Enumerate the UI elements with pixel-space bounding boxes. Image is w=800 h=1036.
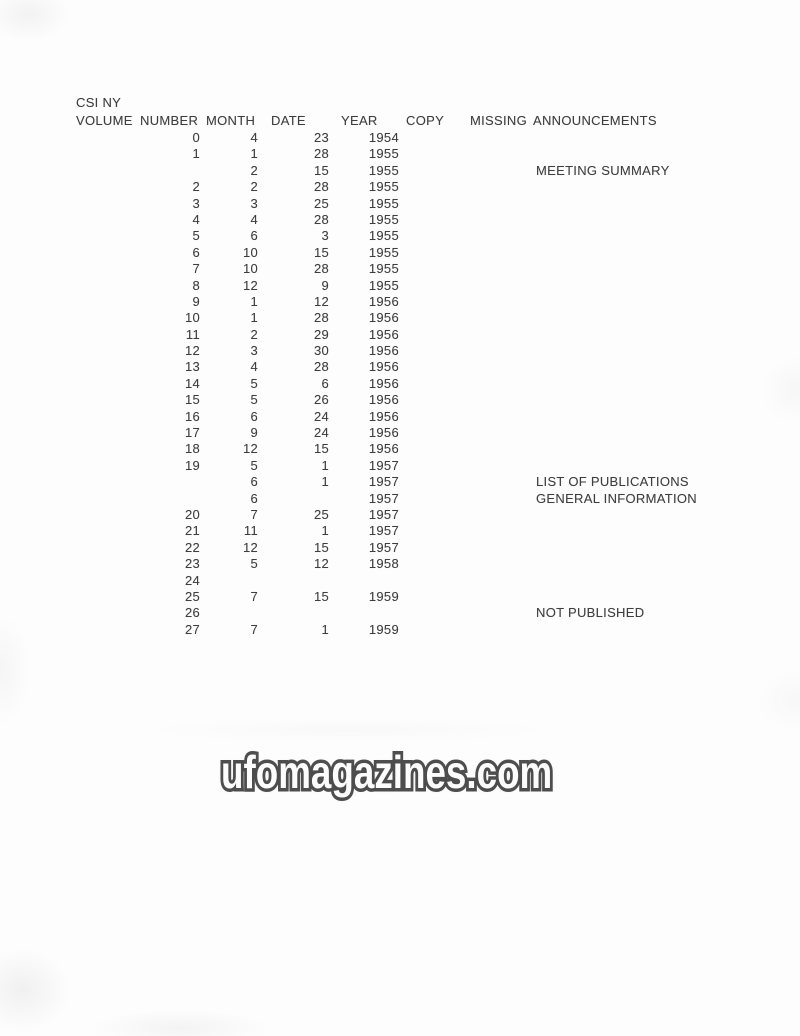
cell-number: 23 — [184, 556, 200, 572]
cell-date: 1 — [321, 457, 329, 473]
cell-number: 7 — [192, 261, 200, 277]
cell-date: 12 — [313, 556, 329, 572]
cell-year: 1955 — [368, 261, 399, 277]
cell-number: 9 — [192, 293, 200, 309]
table-row — [75, 343, 800, 359]
column-header-volume: VOLUME — [76, 113, 133, 128]
cell-announcement: GENERAL INFORMATION — [536, 490, 697, 506]
cell-month: 4 — [250, 359, 258, 375]
cell-date: 15 — [313, 588, 329, 604]
cell-year: 1955 — [368, 162, 399, 178]
cell-month: 10 — [242, 244, 258, 260]
table-row — [75, 605, 800, 621]
cell-date: 3 — [321, 228, 329, 244]
cell-month: 3 — [250, 195, 258, 211]
column-header-announcements: ANNOUNCEMENTS — [533, 113, 657, 128]
table-row — [75, 146, 800, 162]
table-row — [75, 622, 800, 638]
cell-date: 24 — [313, 425, 329, 441]
cell-number: 14 — [184, 375, 200, 391]
cell-number: 2 — [192, 179, 200, 195]
cell-year: 1957 — [368, 539, 399, 555]
column-header-number: NUMBER — [140, 113, 199, 128]
column-header-missing: MISSING — [470, 113, 527, 128]
cell-date: 1 — [321, 474, 329, 490]
cell-number: 3 — [192, 195, 200, 211]
table-row — [75, 474, 800, 490]
cell-date: 25 — [313, 195, 329, 211]
cell-date: 28 — [313, 310, 329, 326]
cell-number: 11 — [185, 326, 200, 342]
cell-announcement: LIST OF PUBLICATIONS — [536, 474, 689, 490]
cell-number: 17 — [184, 425, 200, 441]
cell-date: 1 — [321, 621, 329, 637]
cell-number: 20 — [184, 506, 200, 522]
table-row — [75, 441, 800, 457]
cell-year: 1957 — [368, 474, 399, 490]
table-row — [75, 179, 800, 195]
cell-month: 5 — [250, 556, 258, 572]
cell-date: 28 — [313, 359, 329, 375]
cell-year: 1955 — [368, 146, 399, 162]
cell-year: 1956 — [368, 392, 399, 408]
cell-number: 6 — [192, 244, 200, 260]
cell-number: 22 — [184, 539, 200, 555]
cell-year: 1957 — [368, 506, 399, 522]
cell-year: 1959 — [368, 621, 399, 637]
table-row — [75, 392, 800, 408]
cell-month: 3 — [250, 343, 258, 359]
cell-year: 1955 — [368, 228, 399, 244]
watermark: ufomagazines.com — [221, 746, 553, 798]
cell-month: 2 — [250, 162, 258, 178]
cell-month: 7 — [250, 588, 258, 604]
cell-year: 1956 — [368, 310, 399, 326]
cell-month: 12 — [242, 277, 258, 293]
table-row — [75, 540, 800, 556]
cell-year: 1956 — [368, 375, 399, 391]
cell-announcement: NOT PUBLISHED — [536, 605, 645, 621]
table-row — [75, 589, 800, 605]
cell-number: 18 — [184, 441, 200, 457]
cell-year: 1958 — [368, 556, 399, 572]
cell-year: 1956 — [368, 293, 399, 309]
cell-number: 13 — [184, 359, 200, 375]
cell-year: 1955 — [368, 211, 399, 227]
cell-date: 23 — [313, 130, 329, 145]
cell-number: 5 — [192, 228, 200, 244]
cell-date: 28 — [313, 179, 329, 195]
cell-month: 1 — [250, 146, 258, 162]
cell-date: 29 — [313, 326, 329, 342]
cell-date: 9 — [321, 277, 329, 293]
cell-month: 7 — [250, 506, 258, 522]
cell-year: 1956 — [368, 343, 399, 359]
table-row — [75, 245, 800, 261]
cell-year: 1957 — [368, 490, 399, 506]
cell-month: 1 — [250, 293, 258, 309]
cell-month: 1 — [250, 310, 258, 326]
cell-number: 24 — [184, 572, 200, 588]
cell-year: 1956 — [368, 408, 399, 424]
cell-month: 6 — [250, 228, 258, 244]
cell-number: 4 — [192, 211, 200, 227]
cell-month: 5 — [250, 392, 258, 408]
table-row — [75, 507, 800, 523]
table-row — [75, 491, 800, 507]
table-row — [75, 278, 800, 294]
cell-number: 27 — [184, 621, 200, 637]
cell-year: 1957 — [368, 457, 399, 473]
cell-year: 1959 — [368, 588, 399, 604]
cell-year: 1956 — [368, 326, 399, 342]
cell-date: 28 — [313, 146, 329, 162]
table-row — [75, 556, 800, 572]
cell-month: 6 — [250, 408, 258, 424]
table-row — [75, 359, 800, 375]
table-row — [75, 458, 800, 474]
cell-year: 1955 — [368, 277, 399, 293]
cell-date: 28 — [313, 211, 329, 227]
column-header-date: DATE — [271, 113, 306, 128]
table-row — [75, 425, 800, 441]
cell-number: 0 — [192, 130, 200, 145]
cell-month: 2 — [250, 326, 258, 342]
cell-month: 12 — [242, 539, 258, 555]
cell-date: 30 — [313, 343, 329, 359]
table-row — [75, 212, 800, 228]
cell-number: 16 — [184, 408, 200, 424]
cell-year: 1957 — [368, 523, 399, 539]
column-header-month: MONTH — [206, 113, 256, 128]
cell-number: 10 — [184, 310, 200, 326]
cell-month: 5 — [250, 457, 258, 473]
cell-number: 1 — [192, 146, 200, 162]
column-header-copy: COPY — [406, 113, 445, 128]
cell-year: 1955 — [368, 244, 399, 260]
cell-month: 11 — [243, 523, 258, 539]
table-row — [75, 376, 800, 392]
cell-date: 15 — [313, 244, 329, 260]
column-header-year: YEAR — [341, 113, 378, 128]
table-row — [75, 130, 800, 146]
cell-month: 9 — [250, 425, 258, 441]
table-body — [75, 130, 800, 638]
table-row — [75, 294, 800, 310]
page-title: CSI NY — [76, 95, 122, 110]
cell-month: 12 — [242, 441, 258, 457]
cell-month: 6 — [250, 474, 258, 490]
table-row — [75, 327, 800, 343]
cell-date: 15 — [313, 162, 329, 178]
cell-date: 25 — [313, 506, 329, 522]
table-row — [75, 523, 800, 539]
table-row — [75, 310, 800, 326]
cell-month: 6 — [250, 490, 258, 506]
cell-month: 4 — [250, 211, 258, 227]
cell-date: 6 — [321, 375, 329, 391]
cell-month: 4 — [250, 130, 258, 145]
cell-date: 24 — [313, 408, 329, 424]
cell-year: 1955 — [368, 195, 399, 211]
cell-date: 12 — [313, 293, 329, 309]
cell-year: 1955 — [368, 179, 399, 195]
table-row — [75, 228, 800, 244]
cell-number: 25 — [184, 588, 200, 604]
table-row — [75, 261, 800, 277]
table-row — [75, 163, 800, 179]
table-row — [75, 196, 800, 212]
cell-month: 5 — [250, 375, 258, 391]
cell-announcement: MEETING SUMMARY — [536, 162, 670, 178]
cell-date: 15 — [313, 539, 329, 555]
cell-month: 10 — [242, 261, 258, 277]
cell-number: 21 — [184, 523, 200, 539]
cell-year: 1956 — [368, 359, 399, 375]
table-row — [75, 409, 800, 425]
cell-year: 1956 — [368, 425, 399, 441]
cell-number: 15 — [184, 392, 200, 408]
cell-year: 1954 — [368, 130, 399, 145]
cell-year: 1956 — [368, 441, 399, 457]
cell-date: 1 — [321, 523, 329, 539]
cell-month: 2 — [250, 179, 258, 195]
cell-date: 28 — [313, 261, 329, 277]
cell-month: 7 — [250, 621, 258, 637]
table-row — [75, 573, 800, 589]
cell-date: 15 — [313, 441, 329, 457]
cell-number: 26 — [184, 605, 200, 621]
cell-date: 26 — [313, 392, 329, 408]
cell-number: 8 — [192, 277, 200, 293]
cell-number: 19 — [184, 457, 200, 473]
cell-number: 12 — [184, 343, 200, 359]
